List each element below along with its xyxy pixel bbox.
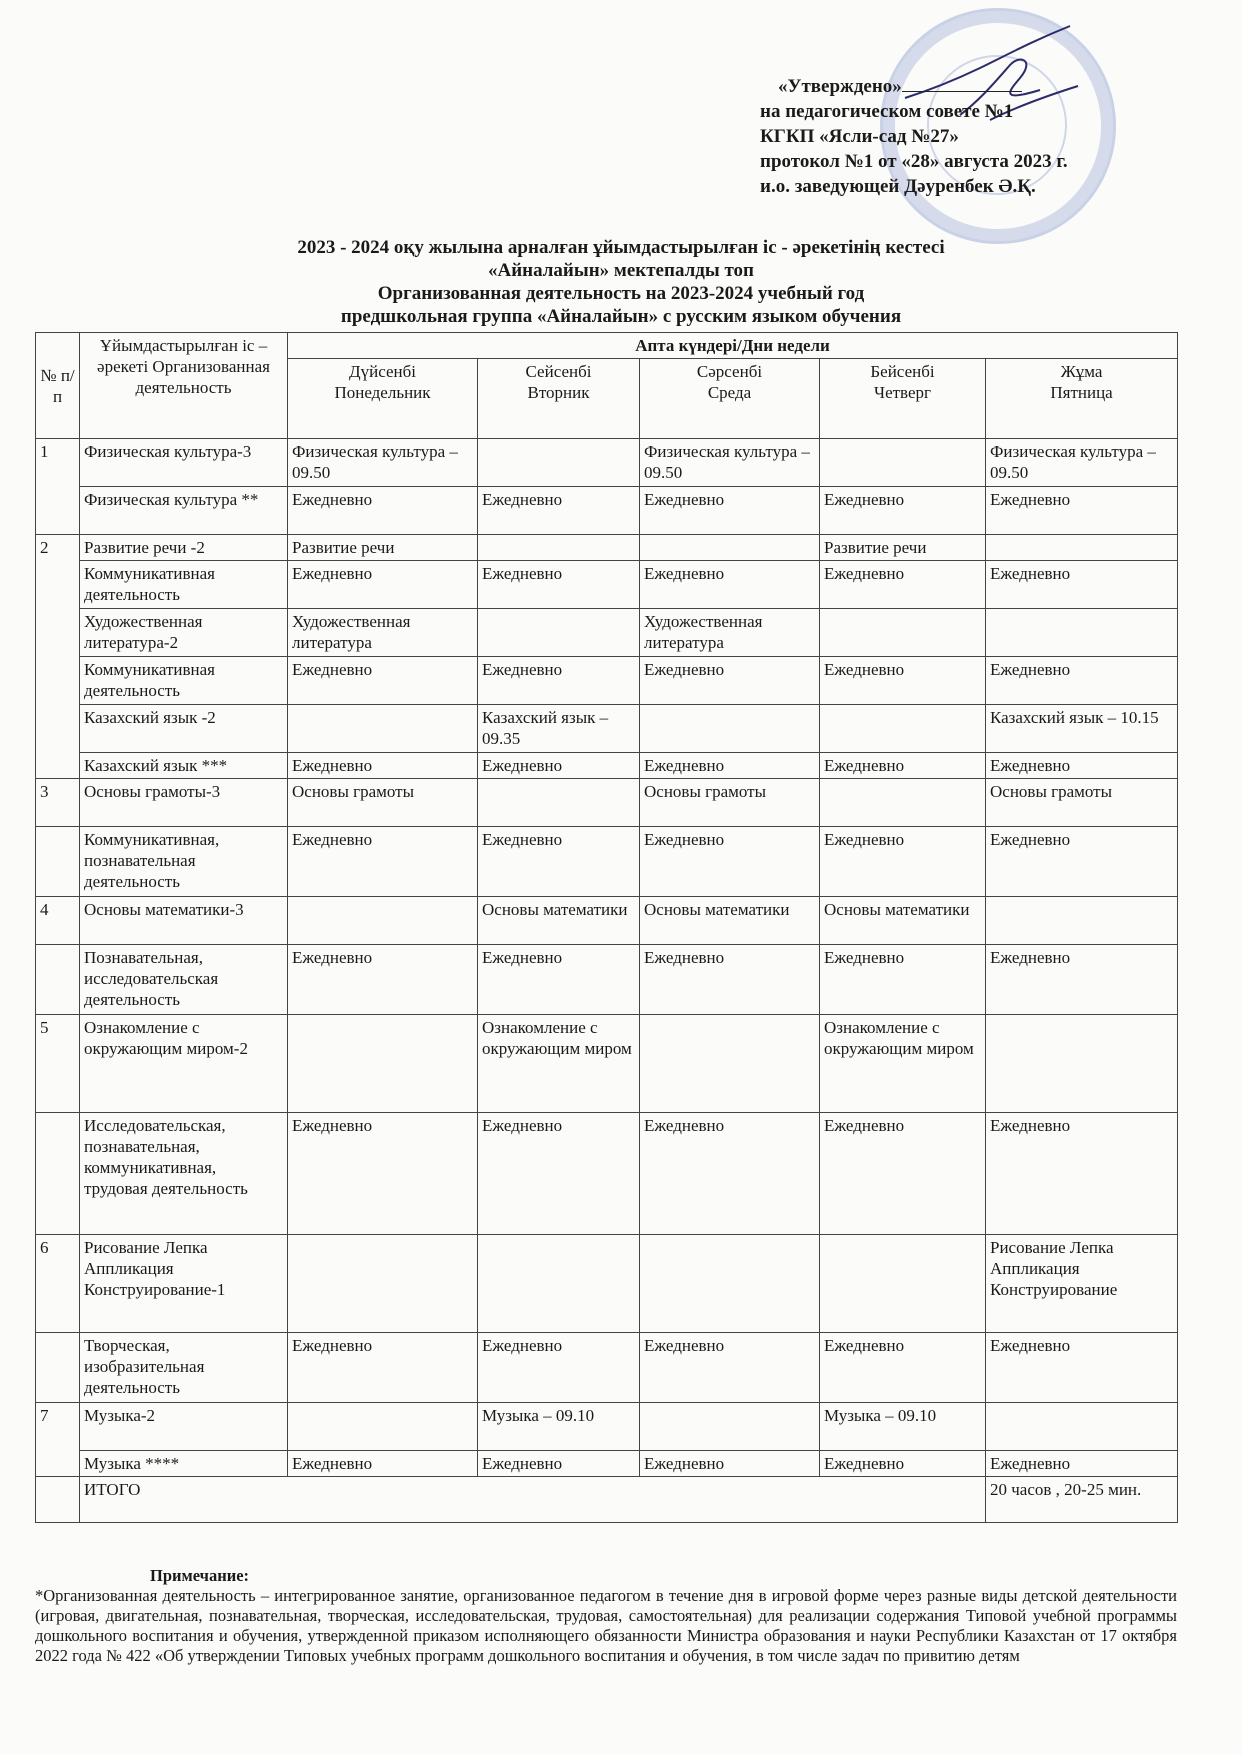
table-row <box>36 1015 1178 1113</box>
schedule-table <box>35 332 1178 1523</box>
activity-name: Основы грамоты-3 <box>80 779 288 827</box>
table-row <box>36 897 1178 945</box>
table-row <box>36 439 1178 487</box>
cell-mon: Ежедневно <box>288 1451 478 1477</box>
cell-tue: Ежедневно <box>478 657 640 705</box>
header-row <box>36 333 1178 359</box>
table-row <box>36 1403 1178 1451</box>
approval-line: и.о. заведующей Дәуренбек Ә.Қ. <box>760 176 1036 197</box>
day-header: Жұма Пятница <box>986 359 1178 439</box>
cell-wed: Ежедневно <box>640 1451 820 1477</box>
cell-mon: Развитие речи <box>288 535 478 561</box>
table-row <box>36 779 1178 827</box>
cell-thu: Ежедневно <box>820 1113 986 1235</box>
activity-name: Основы математики-3 <box>80 897 288 945</box>
cell-wed: Основы математики <box>640 897 820 945</box>
cell-tue: Ежедневно <box>478 487 640 535</box>
table-row <box>36 1235 1178 1333</box>
activity-name: Коммуникативная деятельность <box>80 657 288 705</box>
cell-mon: Ежедневно <box>288 561 478 609</box>
activity-name: Музыка-2 <box>80 1403 288 1451</box>
activity-name: Музыка **** <box>80 1451 288 1477</box>
cell-wed: Ежедневно <box>640 753 820 779</box>
cell-tue <box>478 439 640 487</box>
approval-line: протокол №1 от «28» августа 2023 г. <box>760 151 1068 172</box>
table-row <box>36 705 1178 753</box>
cell-mon: Ежедневно <box>288 487 478 535</box>
cell-tue: Основы математики <box>478 897 640 945</box>
row-number-empty <box>36 827 80 897</box>
footnote-text: *Организованная деятельность – интегрированное занятие, организованное педагогом в течение дня в игровой форме через разные виды детской деятельности (игровая, двигательная, познавательная, творческая, исследовательская, трудовая, самостоятельная) для реализации содержания Типовой учебной программы дошкольного воспитания и обучения, утвержденной приказом исполняющего обязанности Министра образования и науки Республики Казахстан от 17 октября 2022 года № 422 «Об утверждении Типовых учебных программ дошкольного воспитания и обучения, в том числе задач по привитию детям <box>35 1586 1177 1665</box>
cell-thu: Ежедневно <box>820 657 986 705</box>
cell-mon: Ежедневно <box>288 945 478 1015</box>
cell-wed: Ежедневно <box>640 827 820 897</box>
cell-mon: Ежедневно <box>288 827 478 897</box>
cell-thu: Ежедневно <box>820 561 986 609</box>
cell-thu: Ежедневно <box>820 945 986 1015</box>
cell-fri: Казахский язык – 10.15 <box>986 705 1178 753</box>
activity-name: Казахский язык *** <box>80 753 288 779</box>
day-header: Дүйсенбі Понедельник <box>288 359 478 439</box>
cell-fri: Ежедневно <box>986 657 1178 705</box>
cell-fri: Рисование Лепка Аппликация Конструирование <box>986 1235 1178 1333</box>
row-number: 3 <box>36 779 80 827</box>
activity-name: Исследовательская, познавательная, коммуникативная, трудовая деятельность <box>80 1113 288 1235</box>
activity-name: Ознакомление с окружающим миром-2 <box>80 1015 288 1113</box>
row-number: 4 <box>36 897 80 945</box>
row-number-empty <box>36 945 80 1015</box>
cell-fri: Ежедневно <box>986 827 1178 897</box>
total-value: 20 часов , 20-25 мин. <box>986 1477 1178 1523</box>
activity-name: Познавательная, исследовательская деятельность <box>80 945 288 1015</box>
cell-fri: Ежедневно <box>986 487 1178 535</box>
table-row <box>36 561 1178 609</box>
cell-wed: Ежедневно <box>640 561 820 609</box>
cell-tue: Ежедневно <box>478 1333 640 1403</box>
total-label: ИТОГО <box>80 1477 986 1523</box>
header-num: № п/ п <box>36 333 80 439</box>
activity-name: Физическая культура-3 <box>80 439 288 487</box>
cell-mon <box>288 1015 478 1113</box>
footnote <box>35 1566 1177 1666</box>
cell-wed <box>640 705 820 753</box>
day-header: Сейсенбі Вторник <box>478 359 640 439</box>
activity-name: Развитие речи -2 <box>80 535 288 561</box>
header-activity: Ұйымдастырылған іс – әрекеті Организованная деятельность <box>80 333 288 439</box>
cell-tue: Музыка – 09.10 <box>478 1403 640 1451</box>
activity-name: Коммуникативная деятельность <box>80 561 288 609</box>
cell-thu <box>820 439 986 487</box>
cell-mon <box>288 1403 478 1451</box>
table-row <box>36 1451 1178 1477</box>
cell-wed: Ежедневно <box>640 945 820 1015</box>
table-row <box>36 753 1178 779</box>
row-number-empty <box>36 1333 80 1403</box>
cell-wed <box>640 1403 820 1451</box>
cell-wed: Ежедневно <box>640 1113 820 1235</box>
cell-mon <box>288 705 478 753</box>
cell-thu: Ежедневно <box>820 487 986 535</box>
cell-tue <box>478 1235 640 1333</box>
activity-name: Творческая, изобразительная деятельность <box>80 1333 288 1403</box>
cell-wed: Физическая культура – 09.50 <box>640 439 820 487</box>
cell-wed: Ежедневно <box>640 487 820 535</box>
cell-tue <box>478 535 640 561</box>
cell-thu: Ежедневно <box>820 827 986 897</box>
cell-thu: Развитие речи <box>820 535 986 561</box>
cell-fri: Основы грамоты <box>986 779 1178 827</box>
cell-thu: Ознакомление с окружающим миром <box>820 1015 986 1113</box>
row-number-empty <box>36 1477 80 1523</box>
table-row <box>36 609 1178 657</box>
cell-thu <box>820 609 986 657</box>
activity-name: Казахский язык -2 <box>80 705 288 753</box>
cell-tue: Казахский язык – 09.35 <box>478 705 640 753</box>
row-number: 6 <box>36 1235 80 1333</box>
row-number: 2 <box>36 535 80 779</box>
approval-line: КГКП «Ясли-сад №27» <box>760 126 959 147</box>
cell-mon: Физическая культура – 09.50 <box>288 439 478 487</box>
cell-tue: Ежедневно <box>478 945 640 1015</box>
cell-mon <box>288 1235 478 1333</box>
cell-fri <box>986 609 1178 657</box>
cell-fri: Ежедневно <box>986 1451 1178 1477</box>
cell-tue: Ежедневно <box>478 827 640 897</box>
cell-thu <box>820 1235 986 1333</box>
activity-name: Коммуникативная, познавательная деятельность <box>80 827 288 897</box>
cell-wed: Ежедневно <box>640 657 820 705</box>
cell-tue <box>478 779 640 827</box>
title-kz-2: «Айналайын» мектепалды топ <box>487 260 754 281</box>
cell-thu <box>820 779 986 827</box>
cell-tue: Ежедневно <box>478 753 640 779</box>
cell-fri: Ежедневно <box>986 753 1178 779</box>
activity-name: Рисование Лепка Аппликация Конструирование-1 <box>80 1235 288 1333</box>
cell-wed <box>640 1015 820 1113</box>
table-row <box>36 535 1178 561</box>
cell-mon: Основы грамоты <box>288 779 478 827</box>
cell-fri: Ежедневно <box>986 945 1178 1015</box>
table-row <box>36 1113 1178 1235</box>
approval-title: «Утверждено» <box>778 76 902 97</box>
row-number: 5 <box>36 1015 80 1113</box>
cell-thu: Основы математики <box>820 897 986 945</box>
cell-fri <box>986 1015 1178 1113</box>
header-days-title: Апта күндері/Дни недели <box>288 333 1178 359</box>
approval-block <box>760 74 1068 199</box>
cell-wed: Ежедневно <box>640 1333 820 1403</box>
day-header: Бейсенбі Четверг <box>820 359 986 439</box>
title-ru-2: предшкольная группа «Айналайын» с русским языком обучения <box>340 306 902 327</box>
cell-wed <box>640 535 820 561</box>
cell-thu: Ежедневно <box>820 1451 986 1477</box>
cell-wed: Основы грамоты <box>640 779 820 827</box>
cell-fri <box>986 535 1178 561</box>
cell-thu: Ежедневно <box>820 753 986 779</box>
title-kz-1: 2023 - 2024 оқу жылына арналған ұйымдастырылған іс - әрекетінің кестесі <box>297 237 945 258</box>
total-row <box>36 1477 1178 1523</box>
table-row <box>36 945 1178 1015</box>
day-header: Сәрсенбі Среда <box>640 359 820 439</box>
title-ru-1: Организованная деятельность на 2023-2024 учебный год <box>377 283 865 304</box>
cell-thu: Музыка – 09.10 <box>820 1403 986 1451</box>
cell-thu: Ежедневно <box>820 1333 986 1403</box>
cell-fri: Физическая культура – 09.50 <box>986 439 1178 487</box>
document-titles <box>0 236 1242 328</box>
row-number: 1 <box>36 439 80 535</box>
cell-mon <box>288 897 478 945</box>
activity-name: Художественная литература-2 <box>80 609 288 657</box>
table-row <box>36 487 1178 535</box>
cell-tue: Ежедневно <box>478 561 640 609</box>
row-number-empty <box>36 1113 80 1235</box>
cell-fri <box>986 1403 1178 1451</box>
cell-tue: Ежедневно <box>478 1113 640 1235</box>
table-row <box>36 657 1178 705</box>
cell-mon: Ежедневно <box>288 657 478 705</box>
cell-tue <box>478 609 640 657</box>
approval-line: на педагогическом совете №1 <box>760 101 1014 122</box>
footnote-title: Примечание: <box>150 1566 250 1585</box>
cell-fri <box>986 897 1178 945</box>
cell-mon: Ежедневно <box>288 753 478 779</box>
cell-tue: Ознакомление с окружающим миром <box>478 1015 640 1113</box>
table-row <box>36 827 1178 897</box>
cell-fri: Ежедневно <box>986 1113 1178 1235</box>
table-row <box>36 1333 1178 1403</box>
cell-fri: Ежедневно <box>986 561 1178 609</box>
cell-mon: Художественная литература <box>288 609 478 657</box>
cell-mon: Ежедневно <box>288 1333 478 1403</box>
cell-wed <box>640 1235 820 1333</box>
cell-mon: Ежедневно <box>288 1113 478 1235</box>
cell-wed: Художественная литература <box>640 609 820 657</box>
cell-fri: Ежедневно <box>986 1333 1178 1403</box>
row-number: 7 <box>36 1403 80 1477</box>
cell-thu <box>820 705 986 753</box>
activity-name: Физическая культура ** <box>80 487 288 535</box>
cell-tue: Ежедневно <box>478 1451 640 1477</box>
